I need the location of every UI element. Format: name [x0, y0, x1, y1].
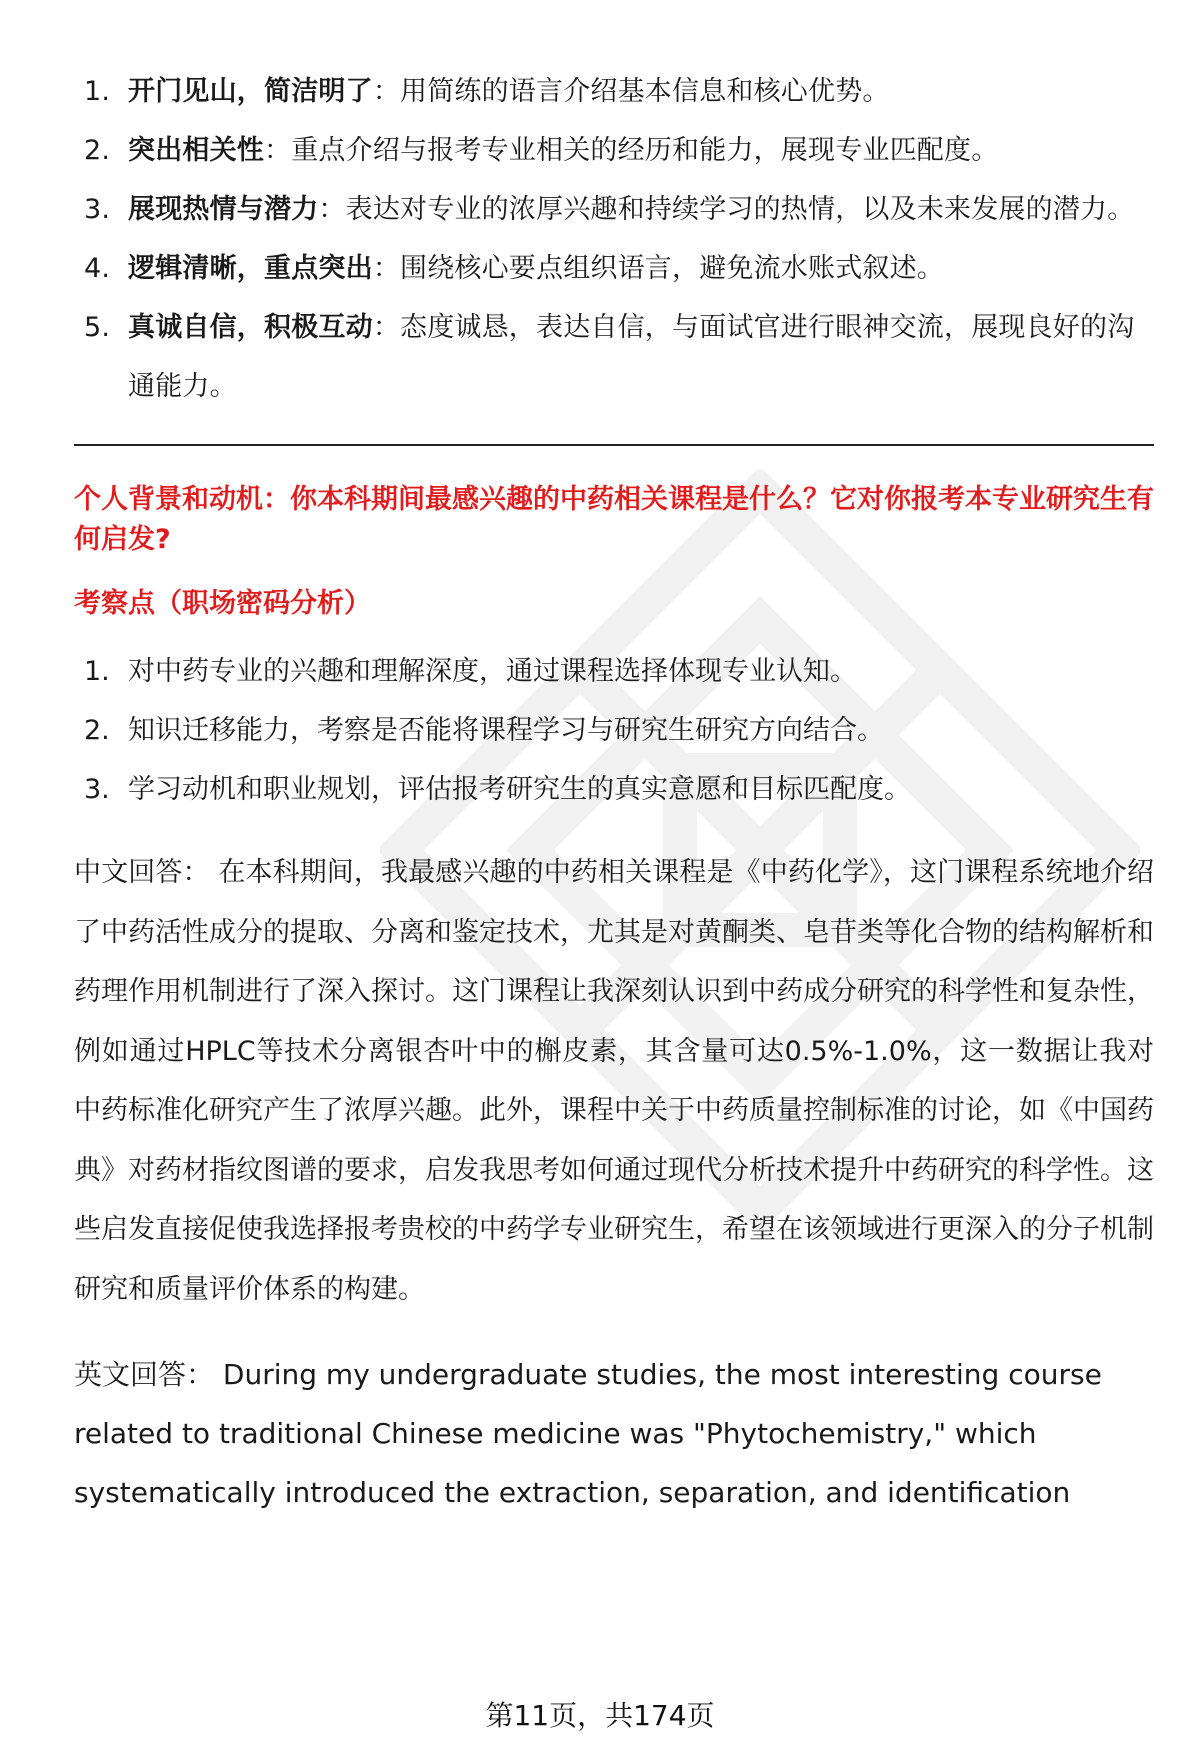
list-number: 2.: [84, 715, 110, 746]
tip-text: ：用简练的语言介绍基本信息和核心优势。: [372, 76, 890, 107]
point-text: 学习动机和职业规划，评估报考研究生的真实意愿和目标匹配度。: [128, 774, 911, 805]
page-number: 第11页，共174页: [485, 1699, 715, 1732]
section-divider: [74, 444, 1154, 446]
list-number: 2.: [84, 135, 111, 166]
tip-text: ：表达对专业的浓厚兴趣和持续学习的热情，以及未来发展的潜力。: [318, 194, 1135, 225]
main-content: [74, 62, 1154, 1550]
list-item: [74, 298, 1154, 416]
tip-heading: 突出相关性: [128, 135, 264, 166]
list-item: [74, 62, 1154, 121]
assessment-heading: 考察点（职场密码分析）: [74, 588, 371, 619]
point-text: 对中药专业的兴趣和理解深度，通过课程选择体现专业认知。: [128, 656, 857, 687]
assessment-points-list: [74, 642, 1154, 819]
intro-tips-list: [74, 62, 1154, 416]
tip-heading: 展现热情与潜力: [128, 194, 319, 225]
tip-heading: 逻辑清晰，重点突出: [128, 253, 373, 284]
question-title: 个人背景和动机：你本科期间最感兴趣的中药相关课程是什么？它对你报考本专业研究生有何启发?: [74, 484, 1154, 555]
tip-heading: 开门见山，简洁明了: [128, 76, 373, 107]
list-item: [74, 121, 1154, 180]
list-number: 1.: [84, 656, 110, 687]
list-number: 4.: [84, 253, 111, 284]
list-item: [74, 180, 1154, 239]
chinese-answer: 中文回答： 在本科期间，我最感兴趣的中药相关课程是《中药化学》，这门课程系统地介绍了中药活性成分的提取、分离和鉴定技术，尤其是对黄酮类、皂苷类等化合物的结构解析和药理作用机制进行了深入探讨。这门课程让我深刻认识到中药成分研究的科学性和复杂性，例如通过HPLC等技术分离银杏叶中的槲皮素，其含量可达0.5%-1.0%，这一数据让我对中药标准化研究产生了浓厚兴趣。此外，课程中关于中药质量控制标准的讨论，如《中国药典》对药材指纹图谱的要求，启发我思考如何通过现代分析技术提升中药研究的科学性。这些启发直接促使我选择报考贵校的中药学专业研究生，希望在该领域进行更深入的分子机制研究和质量评价体系的构建。: [74, 857, 1154, 1305]
tip-heading: 真诚自信，积极互动: [128, 312, 373, 343]
list-number: 5.: [84, 312, 111, 343]
list-item: [74, 701, 1154, 760]
list-number: 3.: [84, 774, 110, 805]
point-text: 知识迁移能力，考察是否能将课程学习与研究生研究方向结合。: [128, 715, 884, 746]
english-answer: 英文回答： During my undergraduate studies, the most interesting course related to traditional Chinese medicine was "Phytochemistry," which systematically introduced the extraction, separation, and identification: [74, 1358, 1102, 1509]
tip-text: ：态度诚恳，表达自信，与面试官进行眼神交流，展现良好的沟通能力。: [128, 312, 1135, 402]
list-item: [74, 239, 1154, 298]
list-item: [74, 760, 1154, 819]
list-number: 1.: [84, 76, 111, 107]
list-item: [74, 642, 1154, 701]
tip-text: ：围绕核心要点组织语言，避免流水账式叙述。: [372, 253, 945, 284]
tip-text: ：重点介绍与报考专业相关的经历和能力，展现专业匹配度。: [264, 135, 999, 166]
list-number: 3.: [84, 194, 111, 225]
